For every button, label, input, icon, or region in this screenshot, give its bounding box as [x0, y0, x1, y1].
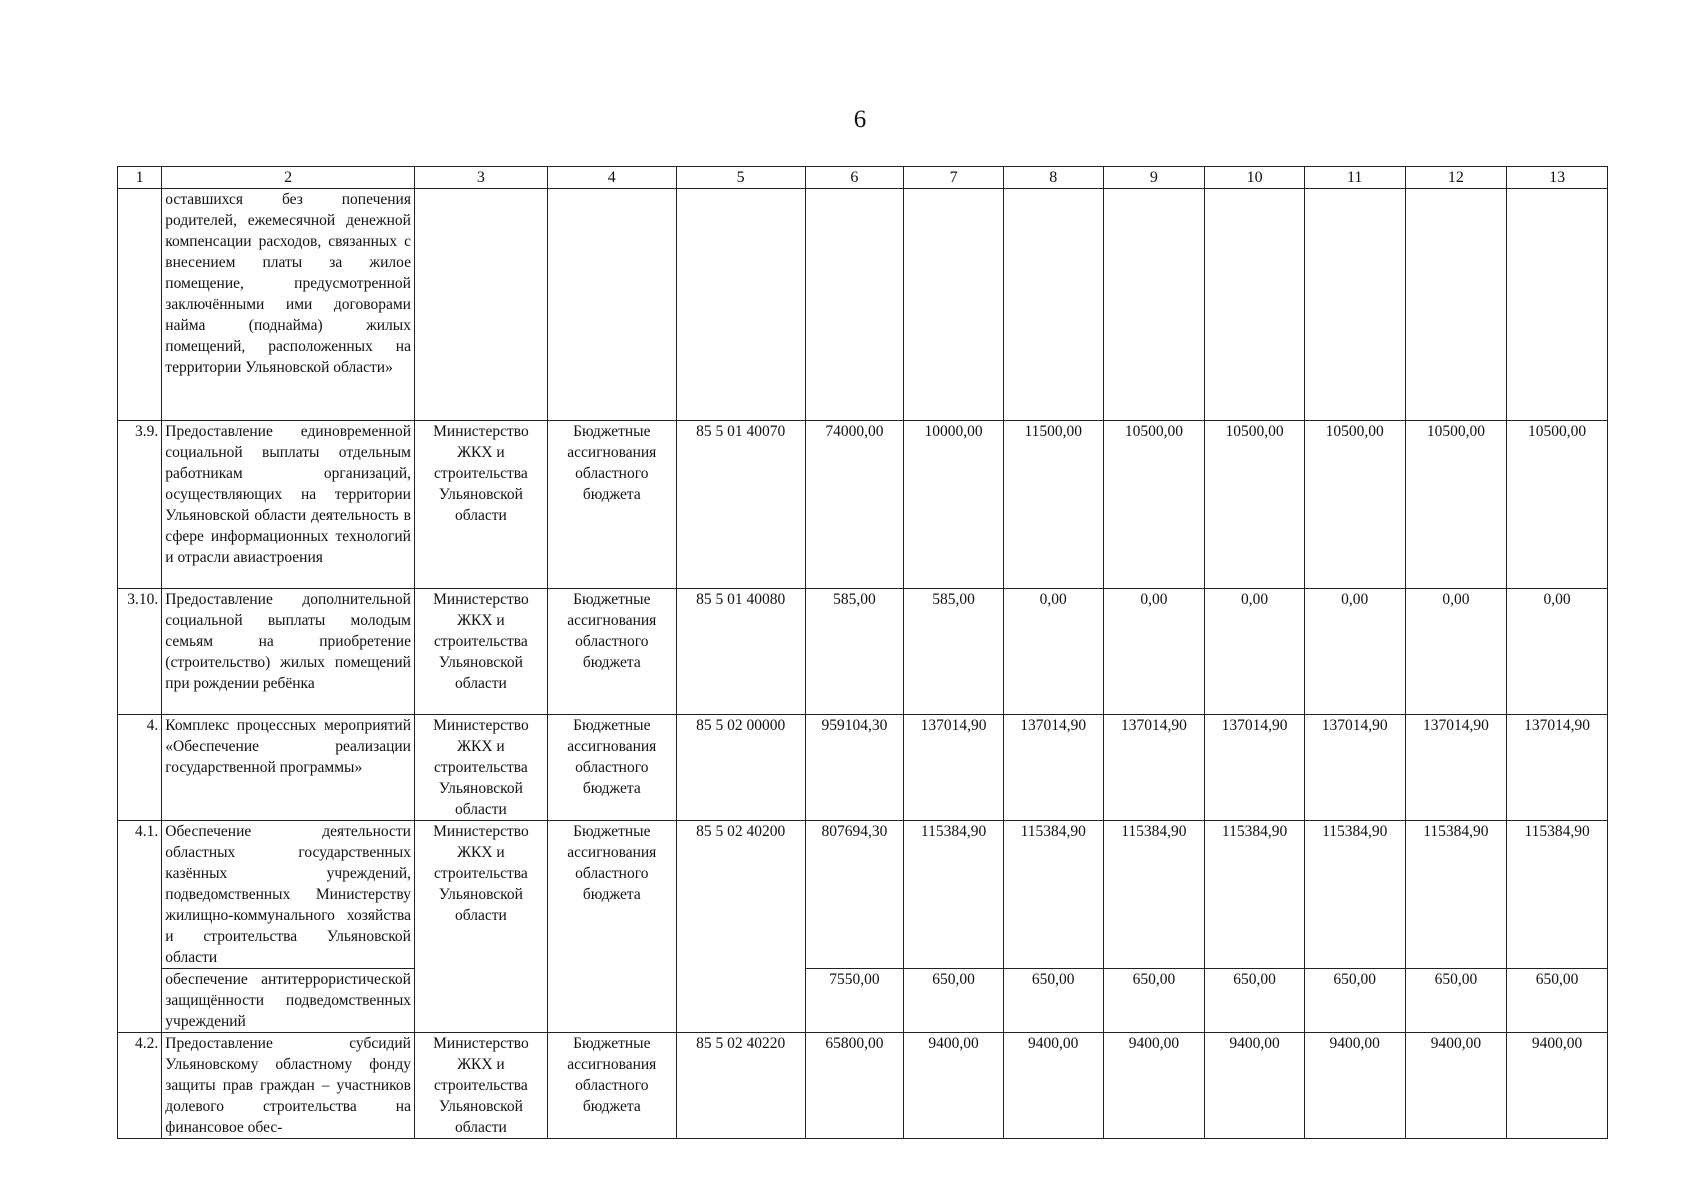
row-value: 650,00: [904, 969, 1004, 1033]
row-value: 137014,90: [1304, 715, 1405, 821]
row-value: 10500,00: [1103, 421, 1205, 589]
row-value: 650,00: [1205, 969, 1305, 1033]
row-value: 74000,00: [805, 421, 904, 589]
row-value: [904, 189, 1004, 421]
row-number: 4.1.: [118, 821, 162, 1033]
row-description: Предоставление дополнительной социальной выплаты молодым семьям на приобретение (строительство) жилых помещений при рождении ребёнка: [162, 589, 415, 715]
row-code: [676, 189, 805, 421]
row-value: 0,00: [1507, 589, 1608, 715]
row-source: [547, 189, 676, 421]
row-number: [118, 189, 162, 421]
row-value: 959104,30: [805, 715, 904, 821]
row-value: [1507, 189, 1608, 421]
row-value: 650,00: [1304, 969, 1405, 1033]
row-code: 85 5 02 40220: [676, 1033, 805, 1139]
column-header: 4: [547, 167, 676, 189]
page-number: 6: [853, 106, 867, 133]
row-value: 137014,90: [1103, 715, 1205, 821]
row-value: 65800,00: [805, 1033, 904, 1139]
row-value: 7550,00: [805, 969, 904, 1033]
table-row: [118, 589, 1608, 715]
row-value: 807694,30: [805, 821, 904, 969]
row-executor: Министерство ЖКХ и строительства Ульяновской области: [414, 715, 547, 821]
row-value: 9400,00: [1103, 1033, 1205, 1139]
column-header: 6: [805, 167, 904, 189]
row-executor: Министерство ЖКХ и строительства Ульяновской области: [414, 421, 547, 589]
row-value: 9400,00: [904, 1033, 1004, 1139]
row-value: 137014,90: [1003, 715, 1103, 821]
row-value: 585,00: [805, 589, 904, 715]
column-header: 2: [162, 167, 415, 189]
row-executor: Министерство ЖКХ и строительства Ульяновской области: [414, 1033, 547, 1139]
row-description: оставшихся без попечения родителей, ежемесячной денежной компенсации расходов, связанных с внесением платы за жилое помещение, предусмотренной заключёнными ими договорами найма (поднайма) жилых помещений, расположенных на территории Ульяновской области»: [162, 189, 415, 421]
row-value: 10500,00: [1304, 421, 1405, 589]
row-value: 9400,00: [1205, 1033, 1305, 1139]
column-header: 11: [1304, 167, 1405, 189]
header-row: [118, 167, 1608, 189]
row-description: Предоставление субсидий Ульяновскому областному фонду защиты прав граждан – участников долевого строительства на финансовое обес-: [162, 1033, 415, 1139]
table-row: [118, 715, 1608, 821]
row-code: 85 5 01 40070: [676, 421, 805, 589]
table-row: [118, 189, 1608, 421]
row-value: 0,00: [1003, 589, 1103, 715]
column-header: 3: [414, 167, 547, 189]
row-number: 3.9.: [118, 421, 162, 589]
row-value: 11500,00: [1003, 421, 1103, 589]
row-value: 115384,90: [1405, 821, 1507, 969]
row-value: 115384,90: [904, 821, 1004, 969]
column-header: 9: [1103, 167, 1205, 189]
row-value: 10500,00: [1405, 421, 1507, 589]
row-source: Бюджетные ассигнования областного бюджета: [547, 421, 676, 589]
row-value: 115384,90: [1304, 821, 1405, 969]
row-value: 0,00: [1205, 589, 1305, 715]
row-value: 115384,90: [1103, 821, 1205, 969]
row-value: 650,00: [1405, 969, 1507, 1033]
row-value: 650,00: [1103, 969, 1205, 1033]
row-value: 10500,00: [1507, 421, 1608, 589]
table-row: [118, 421, 1608, 589]
row-value: 10000,00: [904, 421, 1004, 589]
row-value: 115384,90: [1507, 821, 1608, 969]
table-row: [118, 1033, 1608, 1139]
column-header: 7: [904, 167, 1004, 189]
column-header: 5: [676, 167, 805, 189]
row-code: 85 5 02 00000: [676, 715, 805, 821]
row-value: 137014,90: [1507, 715, 1608, 821]
row-description: Предоставление единовременной социальной выплаты отдельным работникам организаций, осуществляющих на территории Ульяновской области деятельность в сфере информационных технологий и отрасли авиастроения: [162, 421, 415, 589]
row-number: 3.10.: [118, 589, 162, 715]
row-value: 9400,00: [1405, 1033, 1507, 1139]
row-value: 137014,90: [904, 715, 1004, 821]
row-executor: [414, 189, 547, 421]
row-value: 137014,90: [1405, 715, 1507, 821]
row-value: 115384,90: [1003, 821, 1103, 969]
row-value: 9400,00: [1507, 1033, 1608, 1139]
row-value: 0,00: [1103, 589, 1205, 715]
row-value: 0,00: [1405, 589, 1507, 715]
row-value: [1003, 189, 1103, 421]
row-value: 9400,00: [1003, 1033, 1103, 1139]
row-number: 4.: [118, 715, 162, 821]
row-value: [1205, 189, 1305, 421]
row-executor: Министерство ЖКХ и строительства Ульяновской области: [414, 821, 547, 1033]
column-header: 1: [118, 167, 162, 189]
table-row: [118, 969, 1608, 1033]
row-value: 650,00: [1507, 969, 1608, 1033]
row-value: [1304, 189, 1405, 421]
row-value: [805, 189, 904, 421]
column-header: 10: [1205, 167, 1305, 189]
row-number: 4.2.: [118, 1033, 162, 1139]
row-value: 0,00: [1304, 589, 1405, 715]
row-value: [1405, 189, 1507, 421]
row-source: Бюджетные ассигнования областного бюджета: [547, 589, 676, 715]
table-row: [118, 821, 1608, 969]
row-description: Комплекс процессных мероприятий «Обеспечение реализации государственной программы»: [162, 715, 415, 821]
row-value: 115384,90: [1205, 821, 1305, 969]
row-source: Бюджетные ассигнования областного бюджета: [547, 821, 676, 1033]
column-header: 12: [1405, 167, 1507, 189]
row-value: [1103, 189, 1205, 421]
column-header: 13: [1507, 167, 1608, 189]
row-source: Бюджетные ассигнования областного бюджета: [547, 715, 676, 821]
row-executor: Министерство ЖКХ и строительства Ульяновской области: [414, 589, 547, 715]
row-source: Бюджетные ассигнования областного бюджета: [547, 1033, 676, 1139]
row-value: 650,00: [1003, 969, 1103, 1033]
row-code: 85 5 01 40080: [676, 589, 805, 715]
row-value: 10500,00: [1205, 421, 1305, 589]
row-value: 585,00: [904, 589, 1004, 715]
row-description: обеспечение антитеррористической защищённости подведомственных учреждений: [162, 969, 415, 1033]
row-value: 137014,90: [1205, 715, 1305, 821]
row-description: Обеспечение деятельности областных государственных казённых учреждений, подведомственных Министерству жилищно-коммунального хозяйства и строительства Ульяновской области: [162, 821, 415, 969]
row-value: 9400,00: [1304, 1033, 1405, 1139]
row-code: 85 5 02 40200: [676, 821, 805, 1033]
column-header: 8: [1003, 167, 1103, 189]
budget-table: [117, 166, 1608, 1139]
